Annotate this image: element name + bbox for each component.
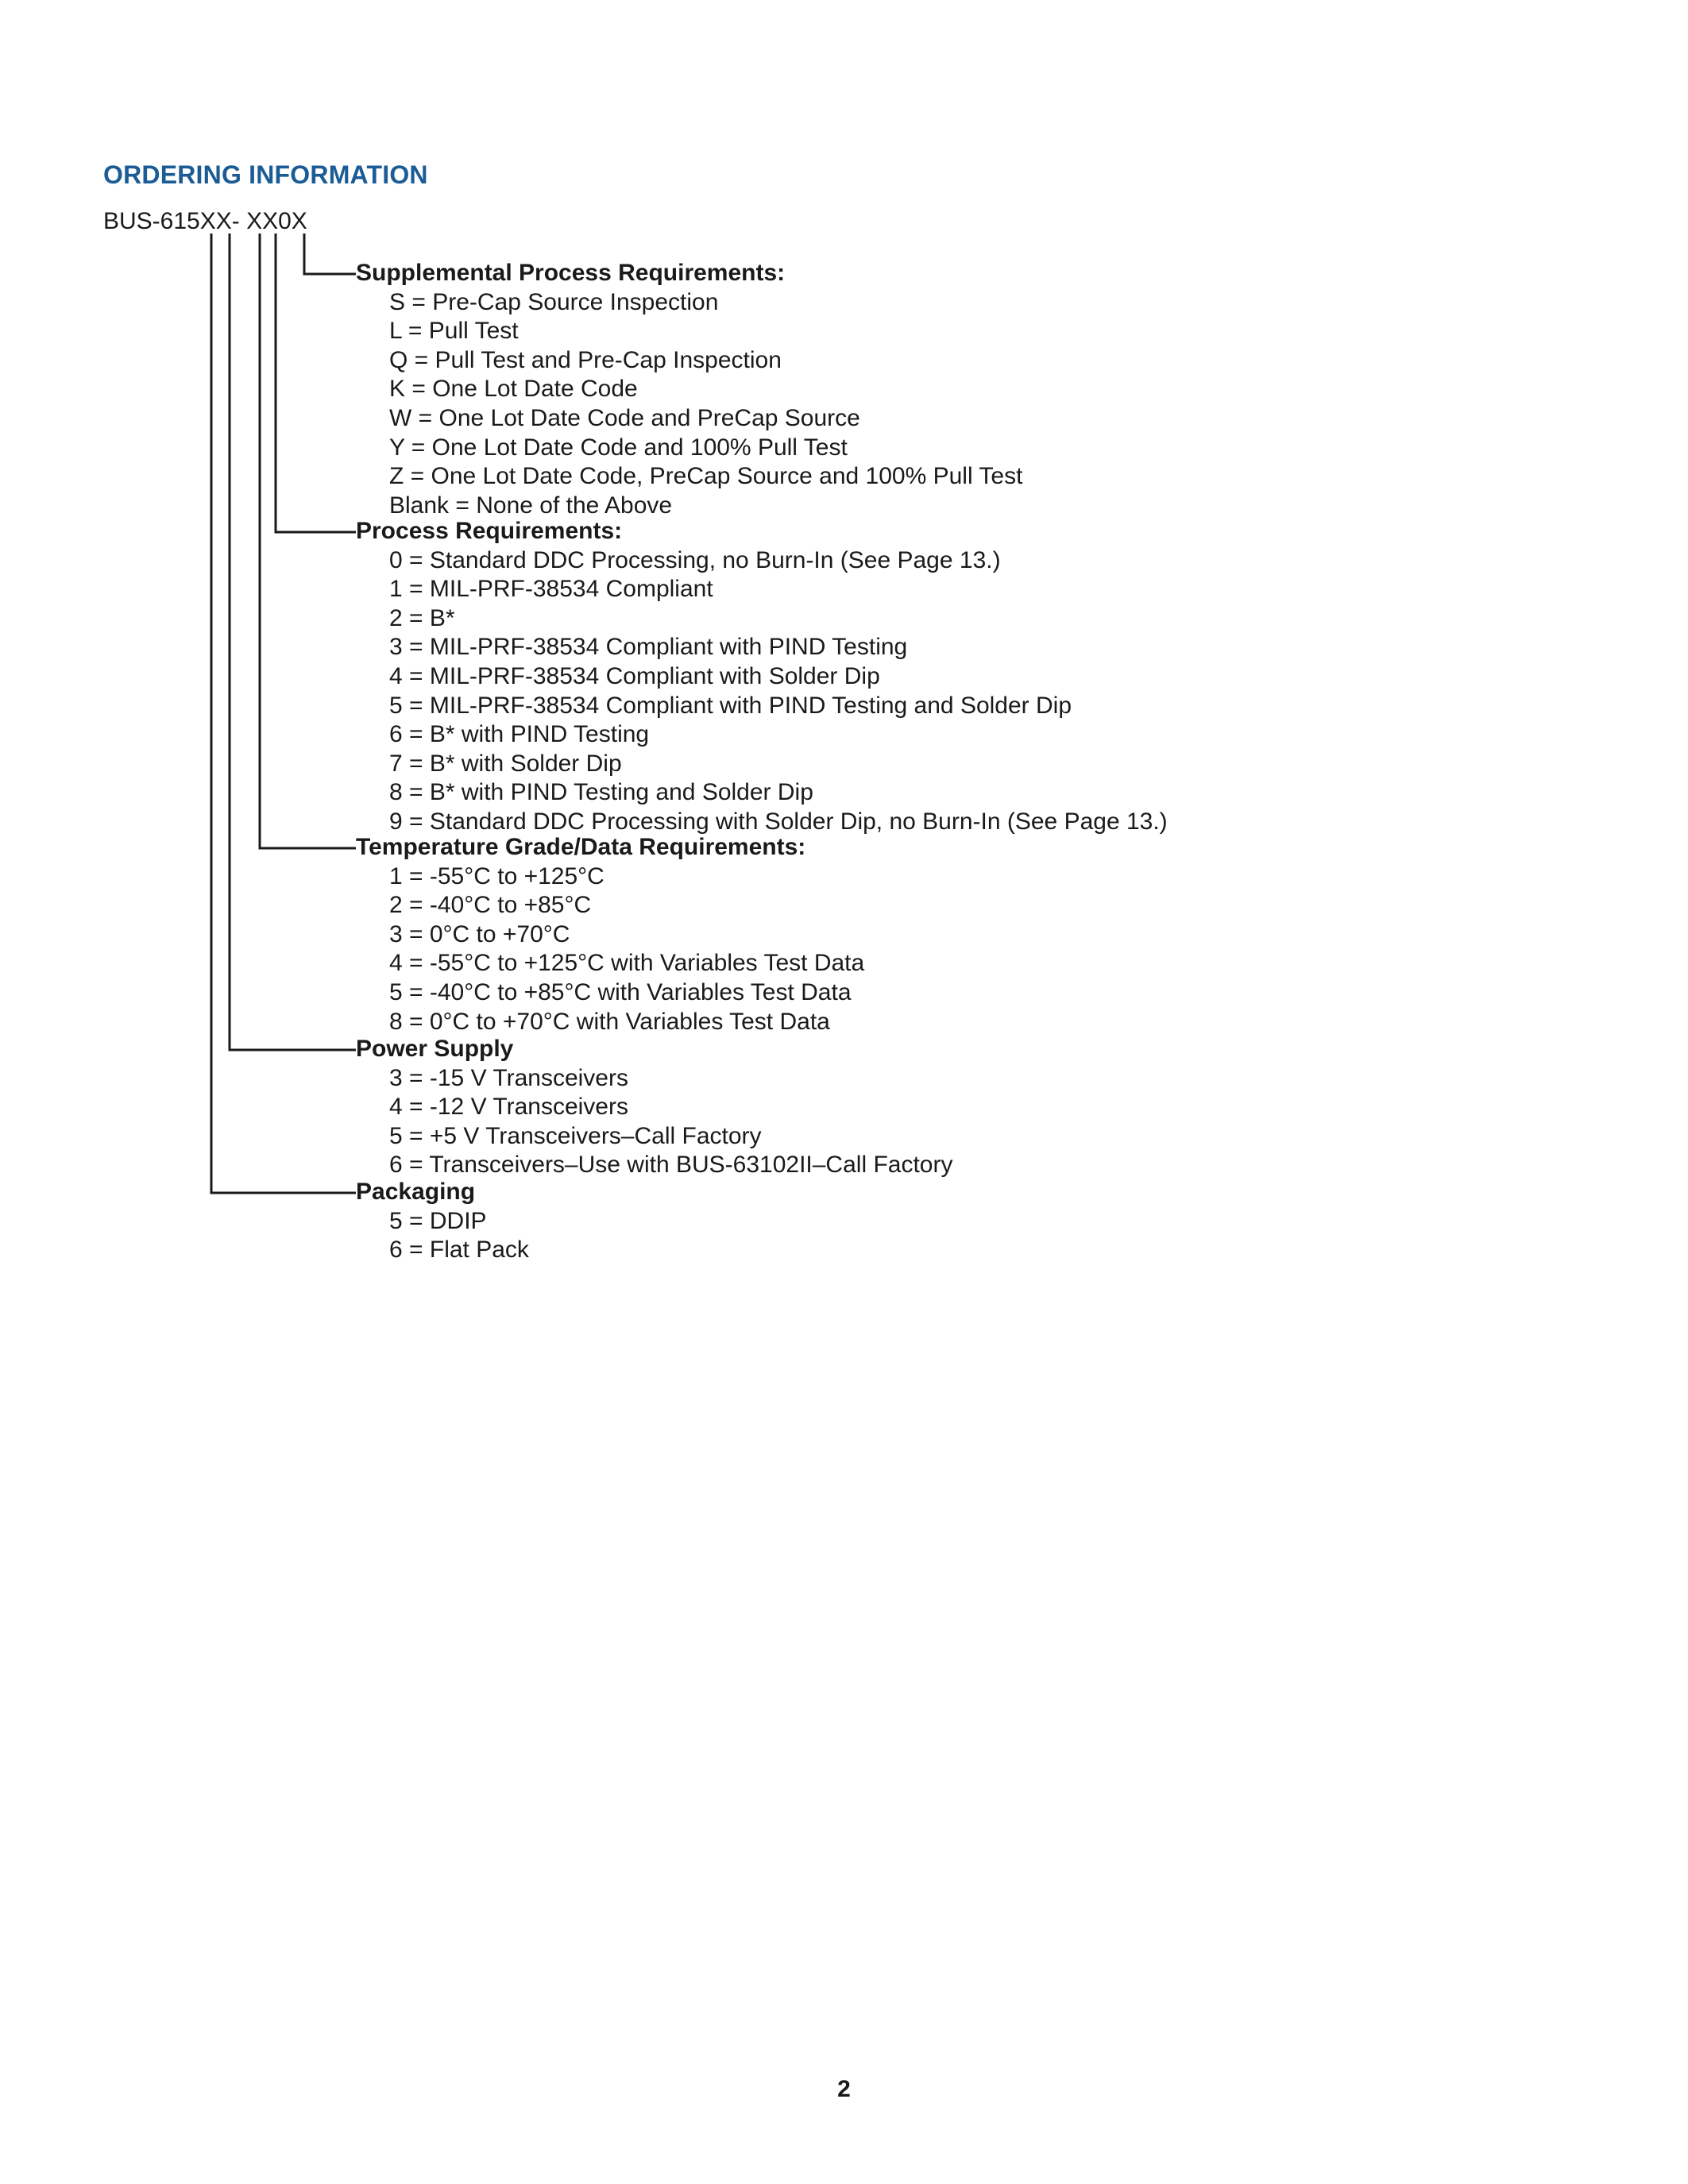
option-item: Q = Pull Test and Pre-Cap Inspection [389,346,782,373]
section-title: Packaging [356,1179,476,1205]
option-item: 6 = Transceivers–Use with BUS-63102II–Call Factory [389,1152,953,1179]
option-item: 9 = Standard DDC Processing with Solder Dip, no Burn-In (See Page 13.) [389,808,1168,835]
option-item: 2 = -40°C to +85°C [389,892,592,919]
section-heading: ORDERING INFORMATION [103,160,428,189]
option-item: 4 = -12 V Transceivers [389,1094,628,1121]
option-item: 4 = MIL-PRF-38534 Compliant with Solder Dip [389,662,880,689]
option-item: 6 = B* with PIND Testing [389,721,650,748]
option-item: 5 = DDIP [389,1207,487,1234]
option-item: 2 = B* [389,604,455,631]
option-item: L = Pull Test [389,318,519,345]
option-item: 3 = MIL-PRF-38534 Compliant with PIND Testing [389,634,908,661]
connector-process [276,233,356,532]
option-item: 6 = Flat Pack [389,1237,529,1264]
option-item: S = Pre-Cap Source Inspection [389,288,719,315]
part-number-template: BUS-615XX- XX0X [103,208,307,234]
option-item: 3 = -15 V Transceivers [389,1064,628,1091]
connector-supplemental [304,233,356,274]
option-item: 5 = +5 V Transceivers–Call Factory [389,1122,762,1149]
option-item: 1 = MIL-PRF-38534 Compliant [389,576,713,603]
option-item: 5 = -40°C to +85°C with Variables Test Data [389,978,852,1005]
option-item: W = One Lot Date Code and PreCap Source [389,404,860,431]
section-process [356,517,1168,837]
section-supplemental-process [356,259,1022,520]
option-item: 0 = Standard DDC Processing, no Burn-In (See Page 13.) [389,546,1001,573]
option-item: Y = One Lot Date Code and 100% Pull Test [389,434,848,461]
section-title: Supplemental Process Requirements: [356,260,786,286]
option-item: Z = One Lot Date Code, PreCap Source and 100% Pull Test [389,463,1023,490]
section-temperature-grade [356,833,864,1036]
option-item: 8 = 0°C to +70°C with Variables Test Data [389,1008,830,1035]
section-packaging [356,1178,529,1265]
option-item: 3 = 0°C to +70°C [389,920,570,947]
option-item: K = One Lot Date Code [389,376,638,403]
section-title: Process Requirements: [356,518,623,544]
option-item: 1 = -55°C to +125°C [389,862,605,889]
section-title: Power Supply [356,1036,514,1062]
page-number: 2 [837,2076,851,2102]
section-title: Temperature Grade/Data Requirements: [356,834,806,860]
option-item: 8 = B* with PIND Testing and Solder Dip [389,779,813,806]
connector-temperature [260,233,356,848]
option-item: 5 = MIL-PRF-38534 Compliant with PIND Testing and Solder Dip [389,692,1072,719]
option-item: 4 = -55°C to +125°C with Variables Test Data [389,950,865,977]
option-item: 7 = B* with Solder Dip [389,750,622,777]
connector-power-supply [230,233,356,1050]
section-power-supply [356,1035,952,1180]
option-item: Blank = None of the Above [389,492,673,519]
